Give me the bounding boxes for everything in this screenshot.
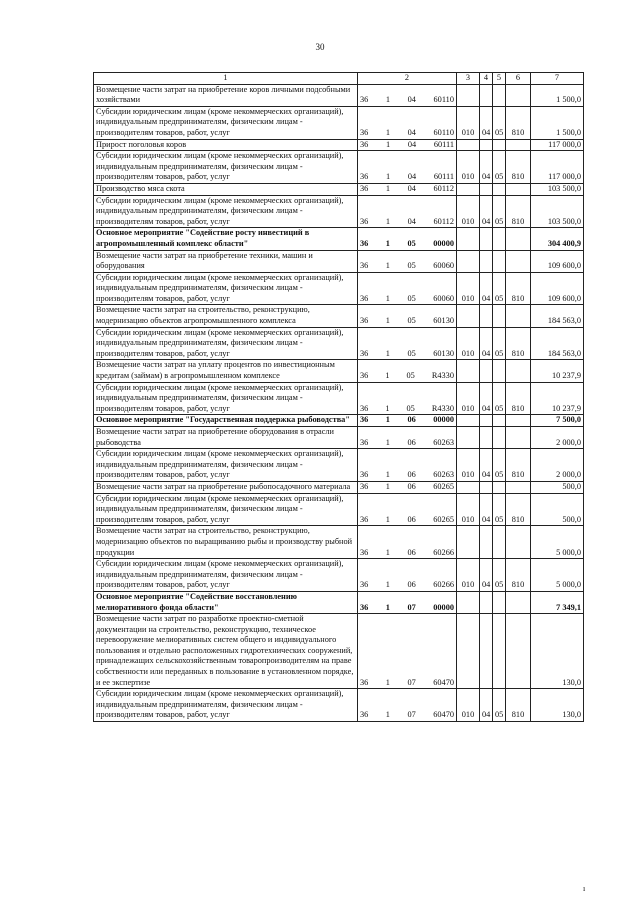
row-subsection: 05 — [493, 449, 506, 482]
code-part: 04 — [407, 127, 416, 137]
code-part: 06 — [407, 580, 416, 590]
code-part: 1 — [385, 481, 390, 491]
row-expense-type — [457, 84, 480, 106]
code-part: 1 — [385, 677, 390, 687]
row-amount: 304 400,9 — [531, 228, 584, 250]
code-part: 60130 — [433, 316, 454, 326]
row-description: Субсидии юридическим лицам (кроме некоммерческих организаций), индивидуальным предпринимателям, физическим лицам - производителям товаров, работ, услуг — [94, 195, 358, 228]
row-kosgu: 810 — [506, 689, 531, 722]
row-description: Субсидии юридическим лицам (кроме некоммерческих организаций), индивидуальным предпринимателям, физическим лицам - производителям товаров, работ, услуг — [94, 449, 358, 482]
code-part: 36 — [360, 261, 369, 271]
row-section: 04 — [480, 689, 493, 722]
code-part: 1 — [385, 95, 391, 105]
row-article-code — [358, 493, 457, 526]
table-row — [94, 139, 584, 151]
row-expense-type — [457, 415, 480, 427]
row-description: Субсидии юридическим лицам (кроме некоммерческих организаций), индивидуальным предпринимателям, физическим лицам - производителям товаров, работ, услуг — [94, 382, 358, 415]
row-amount: 5 000,0 — [531, 559, 584, 592]
row-amount: 130,0 — [531, 689, 584, 722]
code-part: 60265 — [433, 481, 454, 491]
row-expense-type — [457, 481, 480, 493]
row-subsection — [493, 614, 506, 689]
code-part: 05 — [406, 371, 415, 381]
code-part: 1 — [385, 261, 390, 271]
code-part: 36 — [360, 710, 369, 720]
code-part: 60112 — [433, 216, 454, 226]
row-article-code — [358, 228, 457, 250]
row-amount: 10 237,9 — [531, 360, 584, 382]
code-part: 04 — [407, 95, 416, 105]
code-part: 60060 — [433, 293, 454, 303]
header-cell: 1 — [94, 73, 358, 85]
row-subsection: 05 — [493, 382, 506, 415]
code-part: 06 — [407, 547, 416, 557]
code-part: 00000 — [433, 415, 454, 425]
row-kosgu — [506, 591, 531, 613]
row-article-code — [358, 449, 457, 482]
table-row — [94, 272, 584, 305]
row-section: 04 — [480, 493, 493, 526]
code-part: 60266 — [433, 580, 454, 590]
row-article-code — [358, 106, 457, 139]
row-section — [480, 250, 493, 272]
row-amount: 184 563,0 — [531, 327, 584, 360]
row-article-code — [358, 151, 457, 184]
row-article-code — [358, 427, 457, 449]
row-description: Возмещение части затрат на приобретение оборудования в отрасли рыбоводства — [94, 427, 358, 449]
row-section: 04 — [480, 272, 493, 305]
row-description: Субсидии юридическим лицам (кроме некоммерческих организаций), индивидуальным предпринимателям, физическим лицам - производителям товаров, работ, услуг — [94, 559, 358, 592]
row-section — [480, 139, 493, 151]
row-kosgu: 810 — [506, 106, 531, 139]
row-amount: 184 563,0 — [531, 305, 584, 327]
header-cell: 7 — [531, 73, 584, 85]
code-part: 05 — [407, 261, 416, 271]
row-expense-type — [457, 228, 480, 250]
row-amount: 2 000,0 — [531, 449, 584, 482]
code-part: 36 — [360, 316, 369, 326]
row-expense-type: 010 — [457, 151, 480, 184]
row-expense-type — [457, 250, 480, 272]
code-part: 1 — [385, 183, 391, 193]
code-part: 1 — [385, 293, 390, 303]
code-part: 60470 — [433, 677, 454, 687]
row-description: Субсидии юридическим лицам (кроме некоммерческих организаций), индивидуальным предпринимателям, физическим лицам - производителям товаров, работ, услуг — [94, 106, 358, 139]
table-row — [94, 382, 584, 415]
code-part: 36 — [360, 172, 369, 182]
row-kosgu: 810 — [506, 195, 531, 228]
row-expense-type: 010 — [457, 689, 480, 722]
header-cell: 6 — [506, 73, 531, 85]
row-article-code — [358, 591, 457, 613]
row-article-code — [358, 614, 457, 689]
row-expense-type — [457, 614, 480, 689]
code-part: 05 — [407, 238, 416, 248]
row-kosgu: 810 — [506, 272, 531, 305]
code-part: 06 — [407, 514, 416, 524]
row-section — [480, 427, 493, 449]
table-row — [94, 250, 584, 272]
code-part: 36 — [360, 514, 369, 524]
code-part: 36 — [360, 677, 369, 687]
row-description: Субсидии юридическим лицам (кроме некоммерческих организаций), индивидуальным предпринимателям, физическим лицам - производителям товаров, работ, услуг — [94, 151, 358, 184]
row-subsection: 05 — [493, 559, 506, 592]
row-section — [480, 228, 493, 250]
row-kosgu: 810 — [506, 493, 531, 526]
code-part: 60060 — [433, 261, 454, 271]
row-article-code — [358, 272, 457, 305]
row-expense-type: 010 — [457, 493, 480, 526]
row-kosgu — [506, 183, 531, 195]
row-kosgu — [506, 415, 531, 427]
row-description: Основное мероприятие "Государственная поддержка рыбоводства" — [94, 415, 358, 427]
table-row — [94, 106, 584, 139]
code-part: 36 — [360, 580, 369, 590]
stray-mark: ı — [583, 884, 586, 893]
row-description: Субсидии юридическим лицам (кроме некоммерческих организаций), индивидуальным предпринимателям, физическим лицам - производителям товаров, работ, услуг — [94, 493, 358, 526]
row-expense-type: 010 — [457, 327, 480, 360]
header-cell: 4 — [480, 73, 493, 85]
table-row — [94, 559, 584, 592]
table-row — [94, 689, 584, 722]
code-part: 60266 — [433, 547, 454, 557]
page-number: 30 — [315, 42, 325, 52]
row-amount: 500,0 — [531, 493, 584, 526]
row-amount: 109 600,0 — [531, 272, 584, 305]
row-section: 04 — [480, 382, 493, 415]
row-section — [480, 481, 493, 493]
table-row — [94, 183, 584, 195]
row-kosgu — [506, 360, 531, 382]
row-section — [480, 526, 493, 559]
row-article-code — [358, 559, 457, 592]
code-part: 1 — [385, 547, 390, 557]
row-expense-type — [457, 139, 480, 151]
row-description: Возмещение части затрат по разработке проектно-сметной документации на строительство, реконструкцию, техническое перевооружение мелиоративных систем общего и индивидуального пользования и отдельно расположенных гидротехнических сооружений, принадлежащих сельскохозяйственным товаропроизводителям на праве собственности или переданных в пользование в установленном порядке, и ее экспертизе — [94, 614, 358, 689]
header-cell: 5 — [493, 73, 506, 85]
row-amount: 7 349,1 — [531, 591, 584, 613]
row-article-code — [358, 526, 457, 559]
table-row — [94, 151, 584, 184]
table-row — [94, 305, 584, 327]
table-row — [94, 360, 584, 382]
row-description: Возмещение части затрат на строительство, реконструкцию, модернизацию объектов по выращиванию рыбы и производству рыбной продукции — [94, 526, 358, 559]
code-part: 36 — [360, 470, 369, 480]
code-part: 1 — [385, 710, 390, 720]
row-article-code — [358, 327, 457, 360]
table-row — [94, 526, 584, 559]
code-part: 07 — [407, 677, 416, 687]
row-section — [480, 591, 493, 613]
code-part: 60110 — [433, 127, 454, 137]
table-row — [94, 614, 584, 689]
code-part: 00000 — [433, 238, 454, 248]
header-cell: 2 — [358, 73, 457, 85]
code-part: 1 — [385, 470, 390, 480]
code-part: 1 — [385, 371, 390, 381]
row-subsection: 05 — [493, 272, 506, 305]
row-amount: 130,0 — [531, 614, 584, 689]
code-part: 04 — [407, 139, 417, 149]
code-part: 1 — [385, 403, 390, 413]
code-part: 05 — [407, 316, 416, 326]
row-subsection — [493, 139, 506, 151]
table-row — [94, 415, 584, 427]
code-part: 1 — [385, 216, 391, 226]
row-article-code — [358, 183, 457, 195]
row-description: Возмещение части затрат на уплату процентов по инвестиционным кредитам (займам) в агропромышленном комплексе — [94, 360, 358, 382]
row-amount: 103 500,0 — [531, 195, 584, 228]
row-article-code — [358, 139, 457, 151]
code-part: 1 — [385, 514, 390, 524]
row-subsection — [493, 84, 506, 106]
row-section: 04 — [480, 106, 493, 139]
row-amount: 5 000,0 — [531, 526, 584, 559]
row-subsection — [493, 427, 506, 449]
row-article-code — [358, 360, 457, 382]
table-row — [94, 591, 584, 613]
row-subsection: 05 — [493, 493, 506, 526]
code-part: 36 — [360, 371, 369, 381]
code-part: 36 — [360, 547, 369, 557]
row-article-code — [358, 382, 457, 415]
row-expense-type: 010 — [457, 559, 480, 592]
table-row — [94, 427, 584, 449]
row-subsection — [493, 305, 506, 327]
code-part: 06 — [407, 470, 416, 480]
row-section — [480, 305, 493, 327]
row-subsection — [493, 591, 506, 613]
row-amount: 117 000,0 — [531, 151, 584, 184]
row-subsection — [493, 360, 506, 382]
code-part: 36 — [360, 415, 369, 425]
row-description: Возмещение части затрат на приобретение техники, машин и оборудования — [94, 250, 358, 272]
row-expense-type — [457, 427, 480, 449]
code-part: 60111 — [433, 172, 454, 182]
code-part: 1 — [385, 316, 390, 326]
row-subsection — [493, 526, 506, 559]
row-description: Возмещение части затрат на приобретение коров личными подсобными хозяйствами — [94, 84, 358, 106]
code-part: 60263 — [433, 437, 454, 447]
header-cell: 3 — [457, 73, 480, 85]
row-article-code — [358, 481, 457, 493]
row-article-code — [358, 195, 457, 228]
row-kosgu — [506, 305, 531, 327]
budget-table — [93, 72, 584, 722]
code-part: 07 — [407, 710, 416, 720]
code-part: 60263 — [433, 470, 454, 480]
row-kosgu: 810 — [506, 382, 531, 415]
row-kosgu — [506, 427, 531, 449]
table-row — [94, 84, 584, 106]
row-expense-type: 010 — [457, 272, 480, 305]
row-article-code — [358, 305, 457, 327]
row-expense-type — [457, 360, 480, 382]
table-row — [94, 481, 584, 493]
code-part: 07 — [407, 602, 416, 612]
code-part: 60111 — [433, 139, 454, 149]
code-part: 06 — [407, 415, 416, 425]
row-kosgu — [506, 250, 531, 272]
row-article-code — [358, 84, 457, 106]
table-row — [94, 195, 584, 228]
code-part: 36 — [360, 293, 369, 303]
row-description: Производство мяса скота — [94, 183, 358, 195]
code-part: 05 — [407, 293, 416, 303]
code-part: 06 — [407, 437, 416, 447]
row-article-code — [358, 250, 457, 272]
row-expense-type — [457, 305, 480, 327]
row-subsection: 05 — [493, 151, 506, 184]
code-part: 60110 — [433, 95, 454, 105]
row-subsection — [493, 481, 506, 493]
code-part: 36 — [360, 348, 369, 358]
row-section — [480, 84, 493, 106]
code-part: 60265 — [433, 514, 454, 524]
row-subsection — [493, 415, 506, 427]
row-amount: 1 500,0 — [531, 106, 584, 139]
row-section — [480, 183, 493, 195]
row-section: 04 — [480, 559, 493, 592]
row-subsection — [493, 250, 506, 272]
row-amount: 117 000,0 — [531, 139, 584, 151]
code-part: 1 — [385, 415, 390, 425]
code-part: 36 — [360, 139, 369, 149]
code-part: 36 — [360, 183, 369, 193]
row-expense-type: 010 — [457, 195, 480, 228]
code-part: 1 — [385, 437, 390, 447]
row-amount: 103 500,0 — [531, 183, 584, 195]
code-part: 1 — [385, 580, 390, 590]
row-expense-type — [457, 183, 480, 195]
code-part: 1 — [385, 127, 391, 137]
row-amount: 500,0 — [531, 481, 584, 493]
code-part: 1 — [386, 139, 391, 149]
row-subsection: 05 — [493, 106, 506, 139]
row-kosgu — [506, 526, 531, 559]
code-part: 04 — [407, 216, 416, 226]
code-part: 04 — [407, 172, 417, 182]
table-row — [94, 493, 584, 526]
row-kosgu: 810 — [506, 151, 531, 184]
row-kosgu — [506, 481, 531, 493]
row-kosgu — [506, 228, 531, 250]
row-expense-type — [457, 526, 480, 559]
code-part: R4330 — [431, 403, 454, 413]
row-description: Возмещение части затрат на приобретение рыбопосадочного материала — [94, 481, 358, 493]
row-kosgu — [506, 84, 531, 106]
code-part: 06 — [407, 481, 416, 491]
row-amount: 1 500,0 — [531, 84, 584, 106]
row-kosgu — [506, 139, 531, 151]
table-row — [94, 228, 584, 250]
code-part: 36 — [360, 238, 369, 248]
row-expense-type: 010 — [457, 449, 480, 482]
row-kosgu: 810 — [506, 327, 531, 360]
row-description: Возмещение части затрат на строительство, реконструкцию, модернизацию объектов агропромышленного комплекса — [94, 305, 358, 327]
code-part: 00000 — [433, 602, 454, 612]
row-expense-type: 010 — [457, 106, 480, 139]
row-section: 04 — [480, 151, 493, 184]
row-section — [480, 360, 493, 382]
row-description: Прирост поголовья коров — [94, 139, 358, 151]
code-part: 36 — [360, 95, 369, 105]
row-amount: 109 600,0 — [531, 250, 584, 272]
row-subsection — [493, 228, 506, 250]
code-part: 04 — [407, 183, 416, 193]
code-part: 36 — [360, 216, 369, 226]
row-expense-type: 010 — [457, 382, 480, 415]
code-part: 05 — [406, 403, 415, 413]
code-part: R4330 — [431, 371, 454, 381]
code-part: 36 — [360, 127, 369, 137]
row-article-code — [358, 689, 457, 722]
row-section: 04 — [480, 195, 493, 228]
row-description: Основное мероприятие "Содействие росту инвестиций в агропромышленный комплекс области" — [94, 228, 358, 250]
code-part: 1 — [385, 348, 390, 358]
row-section: 04 — [480, 449, 493, 482]
code-part: 36 — [360, 437, 369, 447]
code-part: 60130 — [433, 348, 454, 358]
row-amount: 7 500,0 — [531, 415, 584, 427]
table-header-row — [94, 73, 584, 85]
row-description: Субсидии юридическим лицам (кроме некоммерческих организаций), индивидуальным предпринимателям, физическим лицам - производителям товаров, работ, услуг — [94, 689, 358, 722]
row-description: Субсидии юридическим лицам (кроме некоммерческих организаций), индивидуальным предпринимателям, физическим лицам - производителям товаров, работ, услуг — [94, 327, 358, 360]
row-subsection: 05 — [493, 327, 506, 360]
code-part: 60470 — [433, 710, 454, 720]
row-description: Субсидии юридическим лицам (кроме некоммерческих организаций), индивидуальным предпринимателям, физическим лицам - производителям товаров, работ, услуг — [94, 272, 358, 305]
table-row — [94, 449, 584, 482]
code-part: 60112 — [433, 183, 454, 193]
code-part: 36 — [360, 481, 369, 491]
code-part: 36 — [360, 403, 369, 413]
row-amount: 10 237,9 — [531, 382, 584, 415]
code-part: 1 — [385, 602, 390, 612]
row-description: Основное мероприятие "Содействие восстановлению мелиоративного фонда области" — [94, 591, 358, 613]
table-row — [94, 327, 584, 360]
row-section — [480, 614, 493, 689]
code-part: 1 — [386, 172, 391, 182]
row-article-code — [358, 415, 457, 427]
code-part: 1 — [385, 238, 390, 248]
row-section — [480, 415, 493, 427]
row-subsection: 05 — [493, 195, 506, 228]
row-section: 04 — [480, 327, 493, 360]
row-kosgu: 810 — [506, 559, 531, 592]
row-expense-type — [457, 591, 480, 613]
code-part: 05 — [407, 348, 416, 358]
row-amount: 2 000,0 — [531, 427, 584, 449]
code-part: 36 — [360, 602, 369, 612]
row-subsection: 05 — [493, 689, 506, 722]
row-subsection — [493, 183, 506, 195]
row-kosgu — [506, 614, 531, 689]
row-kosgu: 810 — [506, 449, 531, 482]
